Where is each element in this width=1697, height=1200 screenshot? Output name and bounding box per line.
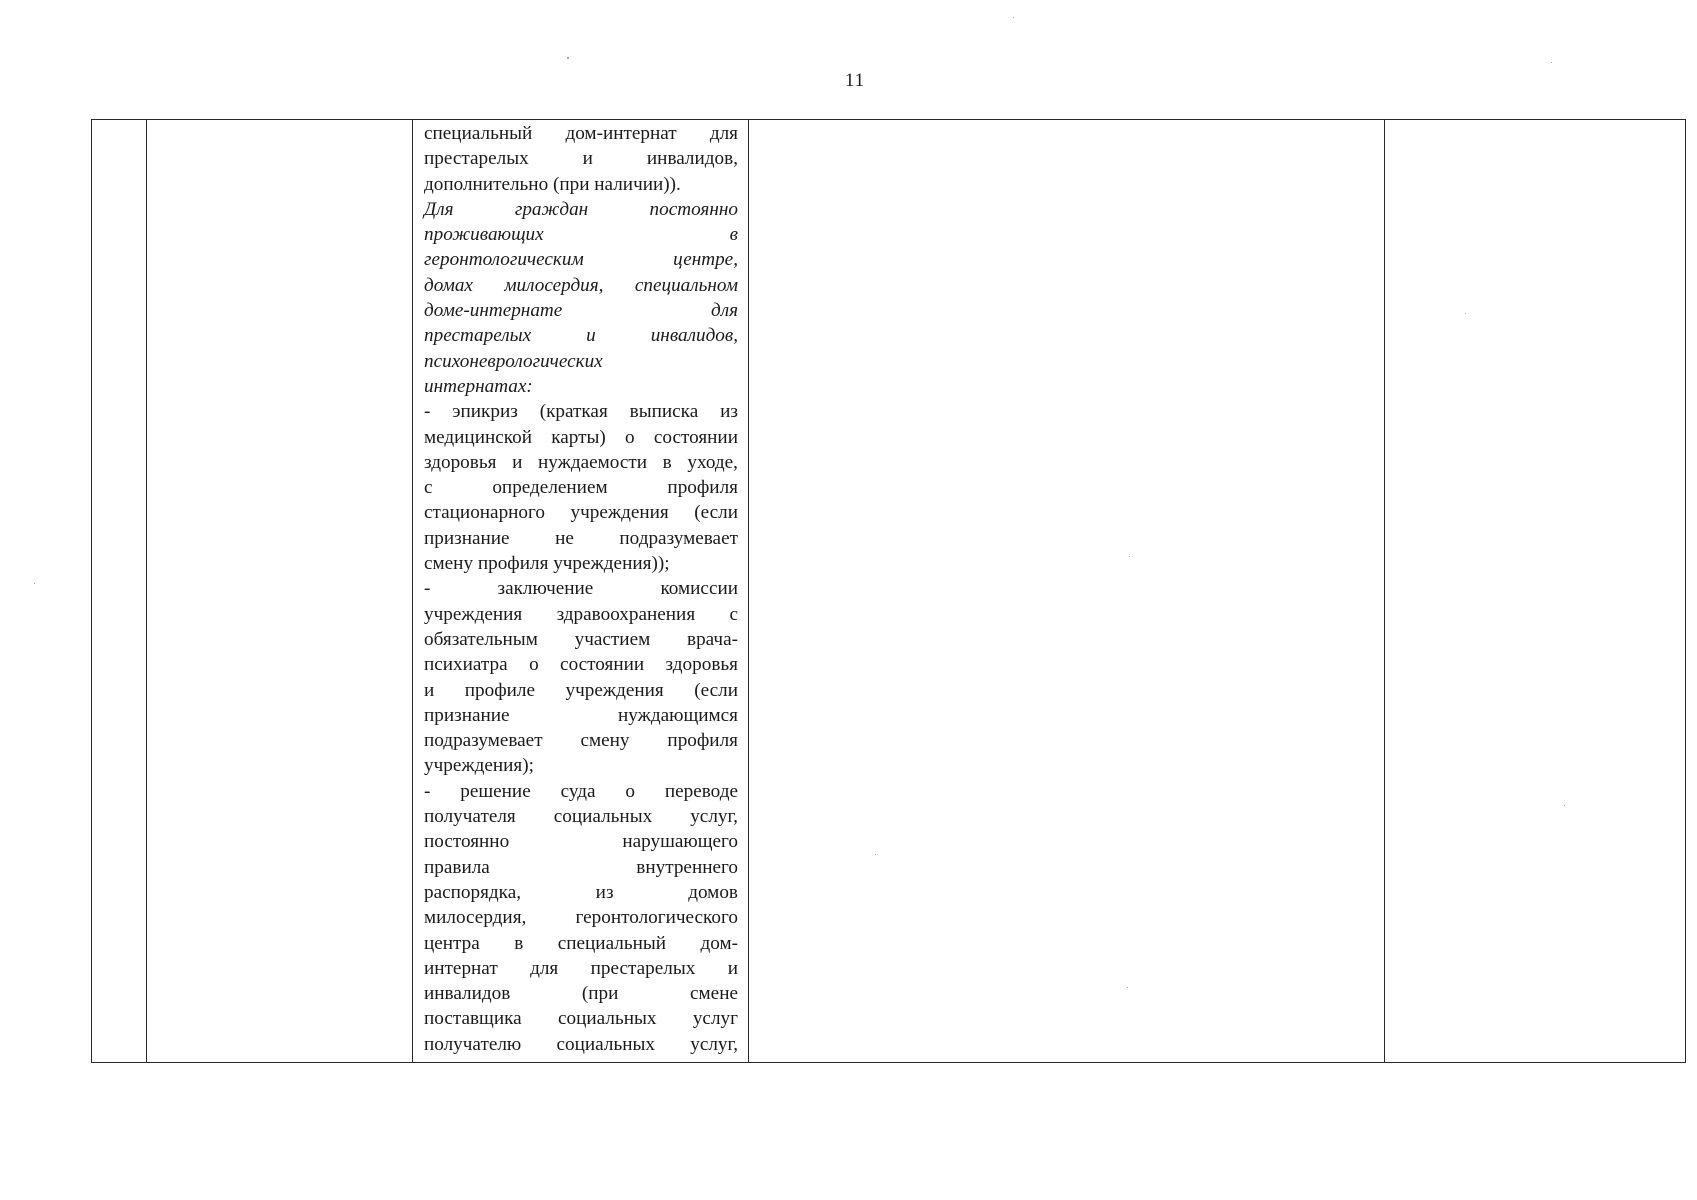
text-word: услуг, [690,806,738,828]
text-line [424,551,738,576]
text-word: заключение [497,578,594,600]
scan-speck [1465,313,1466,314]
text-word: правила [424,856,490,878]
text-word: медицинской [424,426,532,448]
text-word: (при [581,983,619,1005]
text-word: о [625,780,635,802]
scan-speck [567,57,569,59]
text-word: нуждаемости [537,451,648,473]
text-word: и [582,148,593,170]
text-word: профиля [667,477,738,499]
text-word: геронтологическим [424,249,584,271]
text-word: поставщика [424,1008,522,1030]
text-word: дополнительно (при наличии)). [424,173,681,195]
text-line [424,956,738,981]
text-word: профиле [464,679,536,701]
text-word: в [729,224,738,246]
text-word: из [595,881,614,903]
text-line [424,576,738,601]
table-cell-documents [413,120,749,1062]
text-line [424,602,738,627]
text-word: выписка [629,401,699,423]
text-word: подразумевает [619,527,738,549]
text-word: здравоохранения [556,603,696,625]
text-word: постоянно [424,831,510,853]
text-word: определением [492,477,608,499]
text-line [424,172,738,197]
text-word: инвалидов [424,983,511,1005]
scan-speck [34,583,35,584]
text-word: (если [694,502,738,524]
scan-speck [1129,556,1130,557]
text-word: домов [688,881,738,903]
text-word: престарелых [590,957,696,979]
text-word: Для [424,198,454,220]
text-word: - [424,401,431,423]
text-word: получателя [424,806,516,828]
text-word: с [729,603,738,625]
text-word: здоровья [424,451,497,473]
text-word: специальный [557,932,667,954]
text-word: в [514,932,524,954]
text-line [424,222,738,247]
text-line [424,931,738,956]
text-word: социальных [553,806,653,828]
text-line [424,981,738,1006]
text-word: милосердия, [424,907,527,929]
text-word: уходе, [687,451,738,473]
text-word: учреждения); [424,755,534,777]
text-word: - [424,578,431,600]
text-line [424,273,738,298]
scan-speck [1564,805,1565,806]
text-word: для [530,957,559,979]
text-word: не [555,527,574,549]
text-word: домах [424,274,473,296]
text-word: проживающих [424,224,544,246]
text-line [424,197,738,222]
text-word: признание [424,704,510,726]
text-word: граждан [514,198,589,220]
document-table [91,119,1686,1063]
text-line [424,728,738,753]
page-number: 11 [844,70,866,91]
text-line [424,1032,738,1057]
text-word: для [709,123,738,144]
text-word: учреждения [565,679,664,701]
text-word: и [424,679,435,701]
text-word: психиатра [424,654,508,676]
text-line [424,652,738,677]
text-word: доме-интернате [424,300,563,322]
text-word: состоянии [653,426,738,448]
text-line [424,779,738,804]
text-line [424,349,738,374]
text-word: и [727,957,738,979]
text-word: распорядка, [424,881,522,903]
text-word: специальном [634,274,738,296]
text-line [424,627,738,652]
text-word: решение [460,780,531,802]
text-line [424,247,738,272]
text-word: (краткая [539,401,608,423]
scan-speck [1551,62,1552,63]
text-word: смену профиля учреждения)); [424,553,670,575]
table-cell-empty-4 [749,120,1385,1062]
text-word: эпикриз [452,401,518,423]
text-word: признание [424,527,510,549]
text-word: интернатах: [424,375,533,397]
text-line [424,121,738,146]
text-word: стационарного [424,502,546,524]
text-word: учреждения [424,603,523,625]
text-word: центра [424,932,480,954]
text-word: и [512,451,523,473]
text-word: инвалидов, [650,325,738,347]
text-word: обязательным [424,628,538,650]
text-word: о [625,426,635,448]
text-word: подразумевает [424,730,543,752]
text-line [424,678,738,703]
text-word: дом- [700,932,738,954]
text-word: социальных [558,1008,657,1030]
scan-speck [875,854,876,855]
text-word: комиссии [660,578,738,600]
text-word: с [424,477,433,499]
text-word: карты) [551,426,606,448]
text-line [424,146,738,171]
text-word: суда [560,780,596,802]
text-word: геронтологического [575,907,738,929]
text-line [424,450,738,475]
table-cell-name [147,120,413,1062]
text-line [424,298,738,323]
text-word: из [720,401,738,423]
text-word: врача- [687,628,738,650]
text-word: о [529,654,539,676]
text-line [424,399,738,424]
text-word: психоневрологических [424,350,603,372]
text-word: услуг [692,1008,738,1030]
text-word: внутреннего [636,856,738,878]
text-line [424,323,738,348]
text-line [424,1006,738,1031]
text-word: специальный [424,123,533,144]
text-word: в [662,451,672,473]
text-word: инвалидов, [646,148,738,170]
scan-speck [1127,987,1128,988]
table-cell-number [92,120,147,1062]
text-line [424,526,738,551]
text-word: нуждающимся [617,704,738,726]
text-word: здоровья [665,654,738,676]
text-word: (если [694,679,738,701]
table-cell-empty-5 [1385,120,1685,1062]
text-word: для [711,300,738,322]
documents-text [424,121,738,1057]
text-word: услуг, [690,1033,738,1055]
text-line [424,374,738,399]
text-word: состоянии [560,654,645,676]
text-word: дом-интернат [565,123,677,144]
text-line [424,829,738,854]
text-word: социальных [556,1033,655,1055]
text-word: профиля [667,730,738,752]
text-line [424,475,738,500]
text-word: престарелых [424,148,529,170]
text-line [424,804,738,829]
text-line [424,855,738,880]
text-word: постоянно [649,198,738,220]
text-word: - [424,780,431,802]
text-word: и [586,325,596,347]
text-line [424,703,738,728]
text-word: учреждения [570,502,669,524]
text-word: смену [580,730,630,752]
text-word: престарелых [424,325,532,347]
text-line [424,500,738,525]
text-word: милосердия, [504,274,604,296]
text-word: нарушающего [622,831,738,853]
text-line [424,905,738,930]
text-line [424,753,738,778]
scan-speck [1013,17,1014,18]
text-word: смене [690,983,738,1005]
text-line [424,425,738,450]
text-word: интернат [424,957,498,979]
text-word: переводе [664,780,738,802]
text-word: центре, [673,249,738,271]
text-word: участием [574,628,651,650]
text-line [424,880,738,905]
text-word: получателю [424,1033,522,1055]
